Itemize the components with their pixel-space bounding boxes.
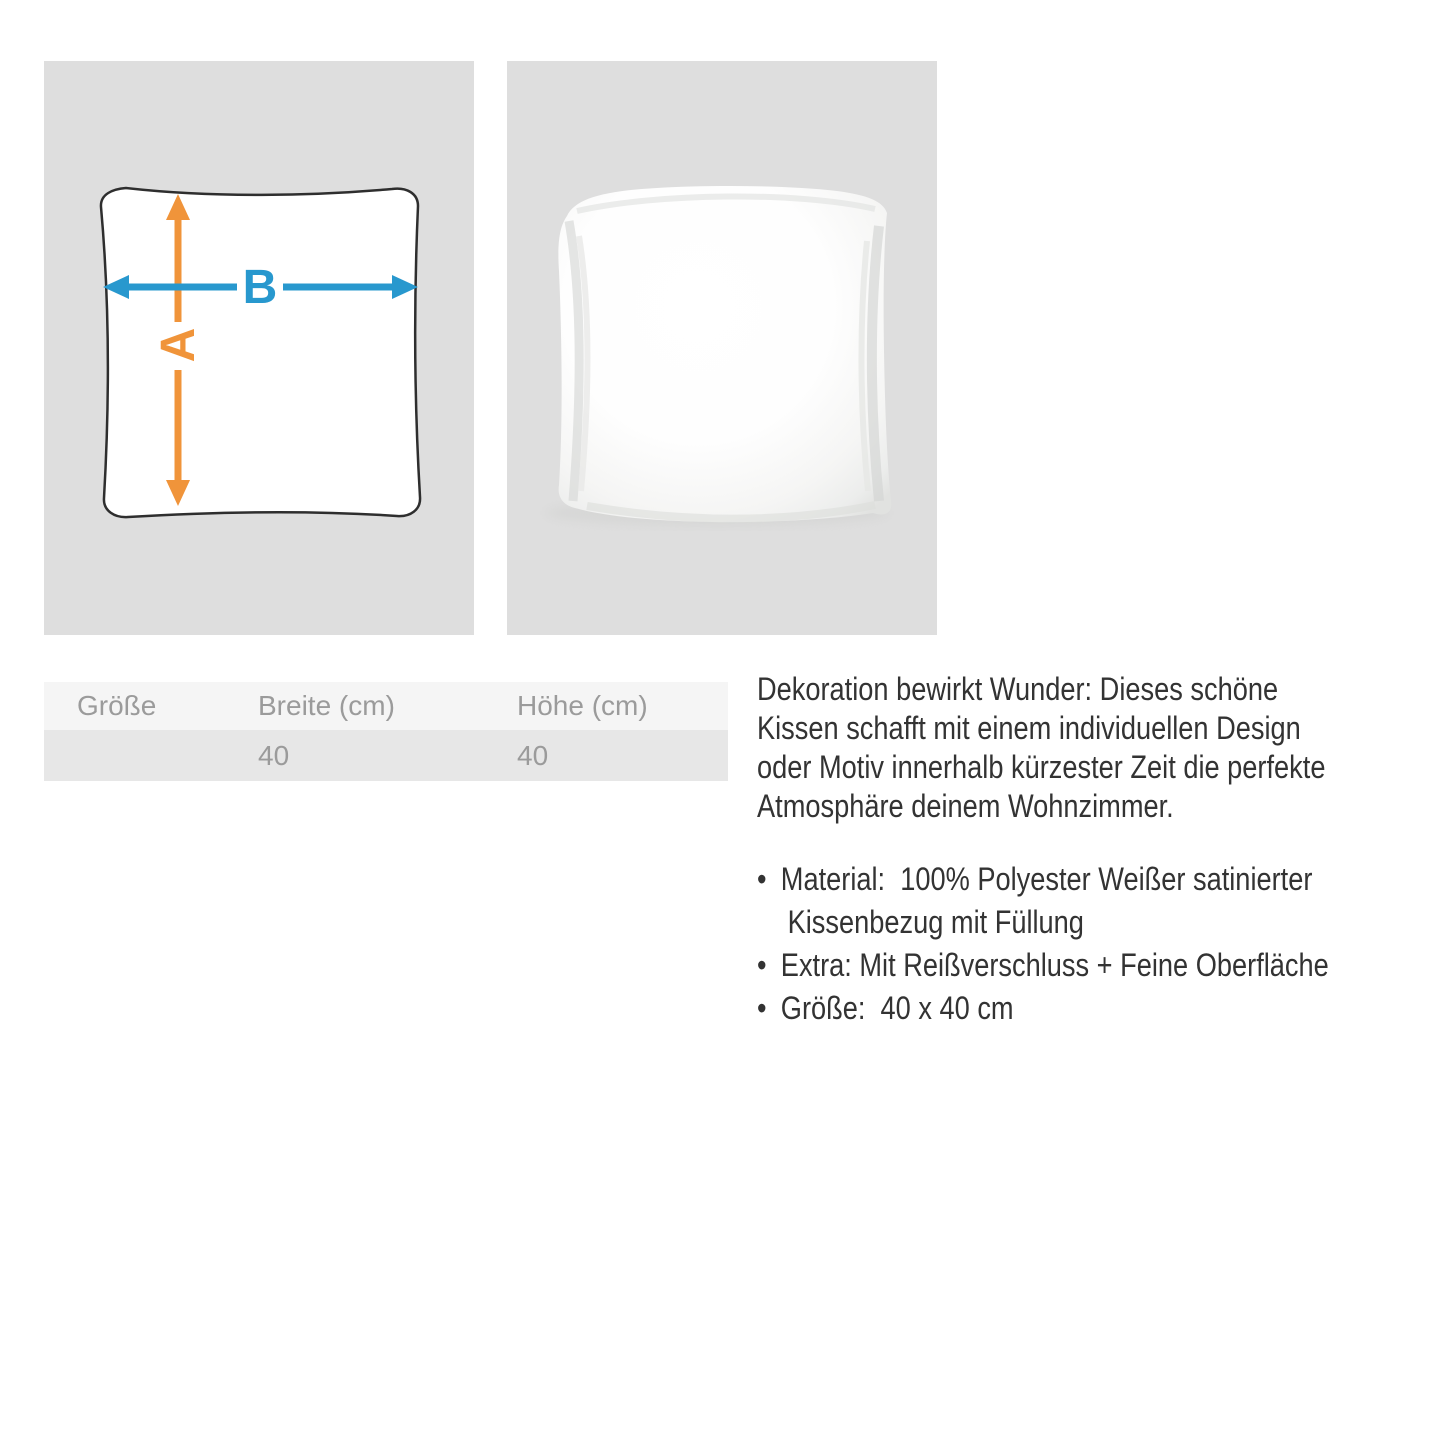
bullet-line: Material: 100% Polyester Weißer satinierter [780, 861, 1313, 897]
bullet-item-groesse [757, 987, 1420, 1030]
bullet-item-material [757, 858, 1420, 944]
product-info [757, 670, 1420, 1030]
description-line: oder Motiv innerhalb kürzester Zeit die perfekte [757, 749, 1326, 785]
size-table [44, 682, 728, 781]
dimension-label-b: B [242, 261, 278, 314]
product-photo-panel [507, 61, 937, 635]
column-header-hoehe: Höhe (cm) [517, 690, 648, 721]
product-description [757, 670, 1420, 826]
description-line: Atmosphäre deinem Wohnzimmer. [757, 788, 1174, 824]
bullet-line: Kissenbezug mit Füllung [787, 904, 1084, 940]
bullet-line: Extra: Mit Reißverschluss + Feine Oberfläche [780, 947, 1329, 983]
bullet-dot-icon: • [757, 947, 767, 983]
dimension-diagram-panel [44, 61, 474, 635]
description-line: Dekoration bewirkt Wunder: Dieses schöne [757, 671, 1279, 707]
pillow-dimension-diagram [44, 61, 474, 635]
table-row [44, 730, 728, 781]
size-table-header [44, 682, 728, 730]
cell-hoehe: 40 [517, 739, 549, 771]
bullet-item-extra [757, 944, 1420, 987]
white-pillow-photo [507, 61, 937, 635]
column-header-breite: Breite (cm) [258, 690, 395, 721]
product-features-list [757, 858, 1420, 1030]
bullet-dot-icon: • [757, 861, 767, 897]
description-line: Kissen schafft mit einem individuellen Design [757, 710, 1301, 746]
column-header-groesse: Größe [77, 690, 157, 721]
bullet-dot-icon: • [757, 990, 767, 1026]
bullet-line: Größe: 40 x 40 cm [780, 990, 1014, 1026]
dimension-label-a: A [152, 327, 205, 363]
cell-breite: 40 [258, 739, 290, 771]
pillow-outline [101, 188, 420, 517]
pillow-image [558, 186, 891, 522]
